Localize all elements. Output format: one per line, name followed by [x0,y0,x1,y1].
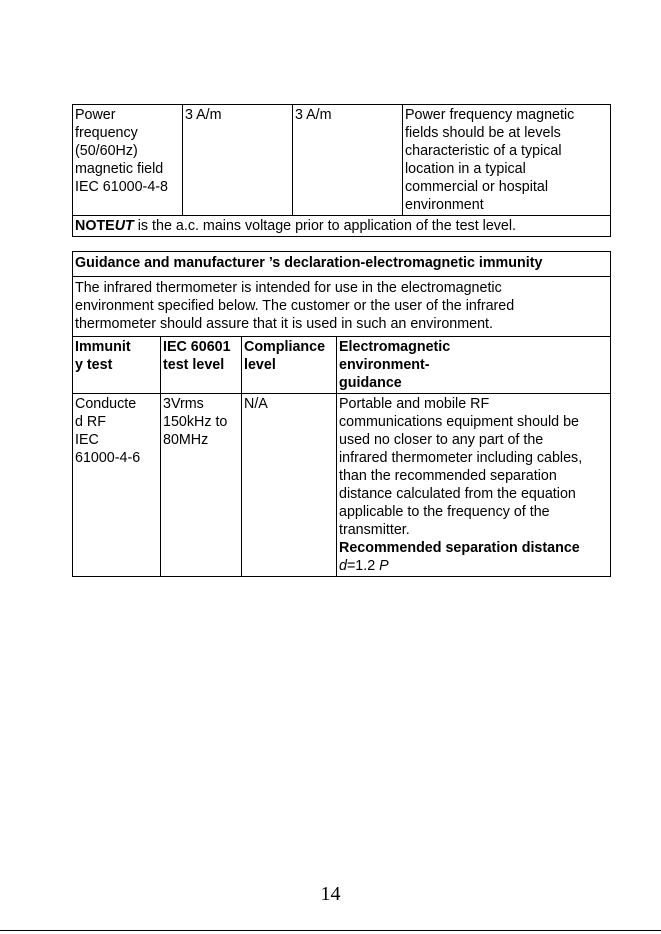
electromagnetic-immunity-table [72,251,611,577]
header-compliance-level: Compliance level [242,337,337,394]
guidance-text: Portable and mobile RF communications equipment should be used no closer to any part of the infrared thermometer including cables, than the recommended separation distance calculated from the equation applicable to the frequency of the transmitter. [339,396,583,538]
table-title-row [73,252,611,277]
note-cell [73,216,611,237]
formula-coefficient: =1.2 [346,558,380,574]
compliance-level-cell: N/A [242,394,337,577]
note-text: is the a.c. mains voltage prior to application of the test level. [133,218,517,234]
note-row [73,216,611,237]
guidance-cell [337,394,611,577]
formula-d: d [339,558,347,574]
header-guidance: Electromagnetic environment- guidance [337,337,611,394]
header-row [73,337,611,394]
guidance-cell: Power frequency magnetic fields should be at levels characteristic of a typical location in a typical commercial or hospital environment [403,105,611,216]
intro-row [73,277,611,337]
table-row [73,105,611,216]
bottom-divider [0,930,661,931]
note-symbol: UT [114,218,134,234]
formula-p: P [379,558,389,574]
table-row [73,394,611,577]
test-name-cell: Power frequency (50/60Hz) magnetic field IEC 61000-4-8 [73,105,183,216]
note-label: NOTE [75,218,115,234]
separation-formula [339,557,608,575]
header-test-level: IEC 60601 test level [161,337,242,394]
magnetic-field-immunity-table [72,104,611,237]
intro-text: The infrared thermometer is intended for use in the electromagnetic environment specified below. The customer or the user of the infrared thermometer should assure that it is used in such an environment. [73,277,611,337]
table-title: Guidance and manufacturer ’s declaration-electromagnetic immunity [73,252,611,277]
test-level-cell: 3 A/m [183,105,293,216]
test-level-cell: 3Vrms 150kHz to 80MHz [161,394,242,577]
page-number: 14 [320,883,341,905]
compliance-level-cell: 3 A/m [293,105,403,216]
recommended-distance-heading: Recommended separation distance [339,540,580,556]
test-name-cell: Conducte d RF IEC 61000-4-6 [73,394,161,577]
header-immunity-test: Immunit y test [73,337,161,394]
